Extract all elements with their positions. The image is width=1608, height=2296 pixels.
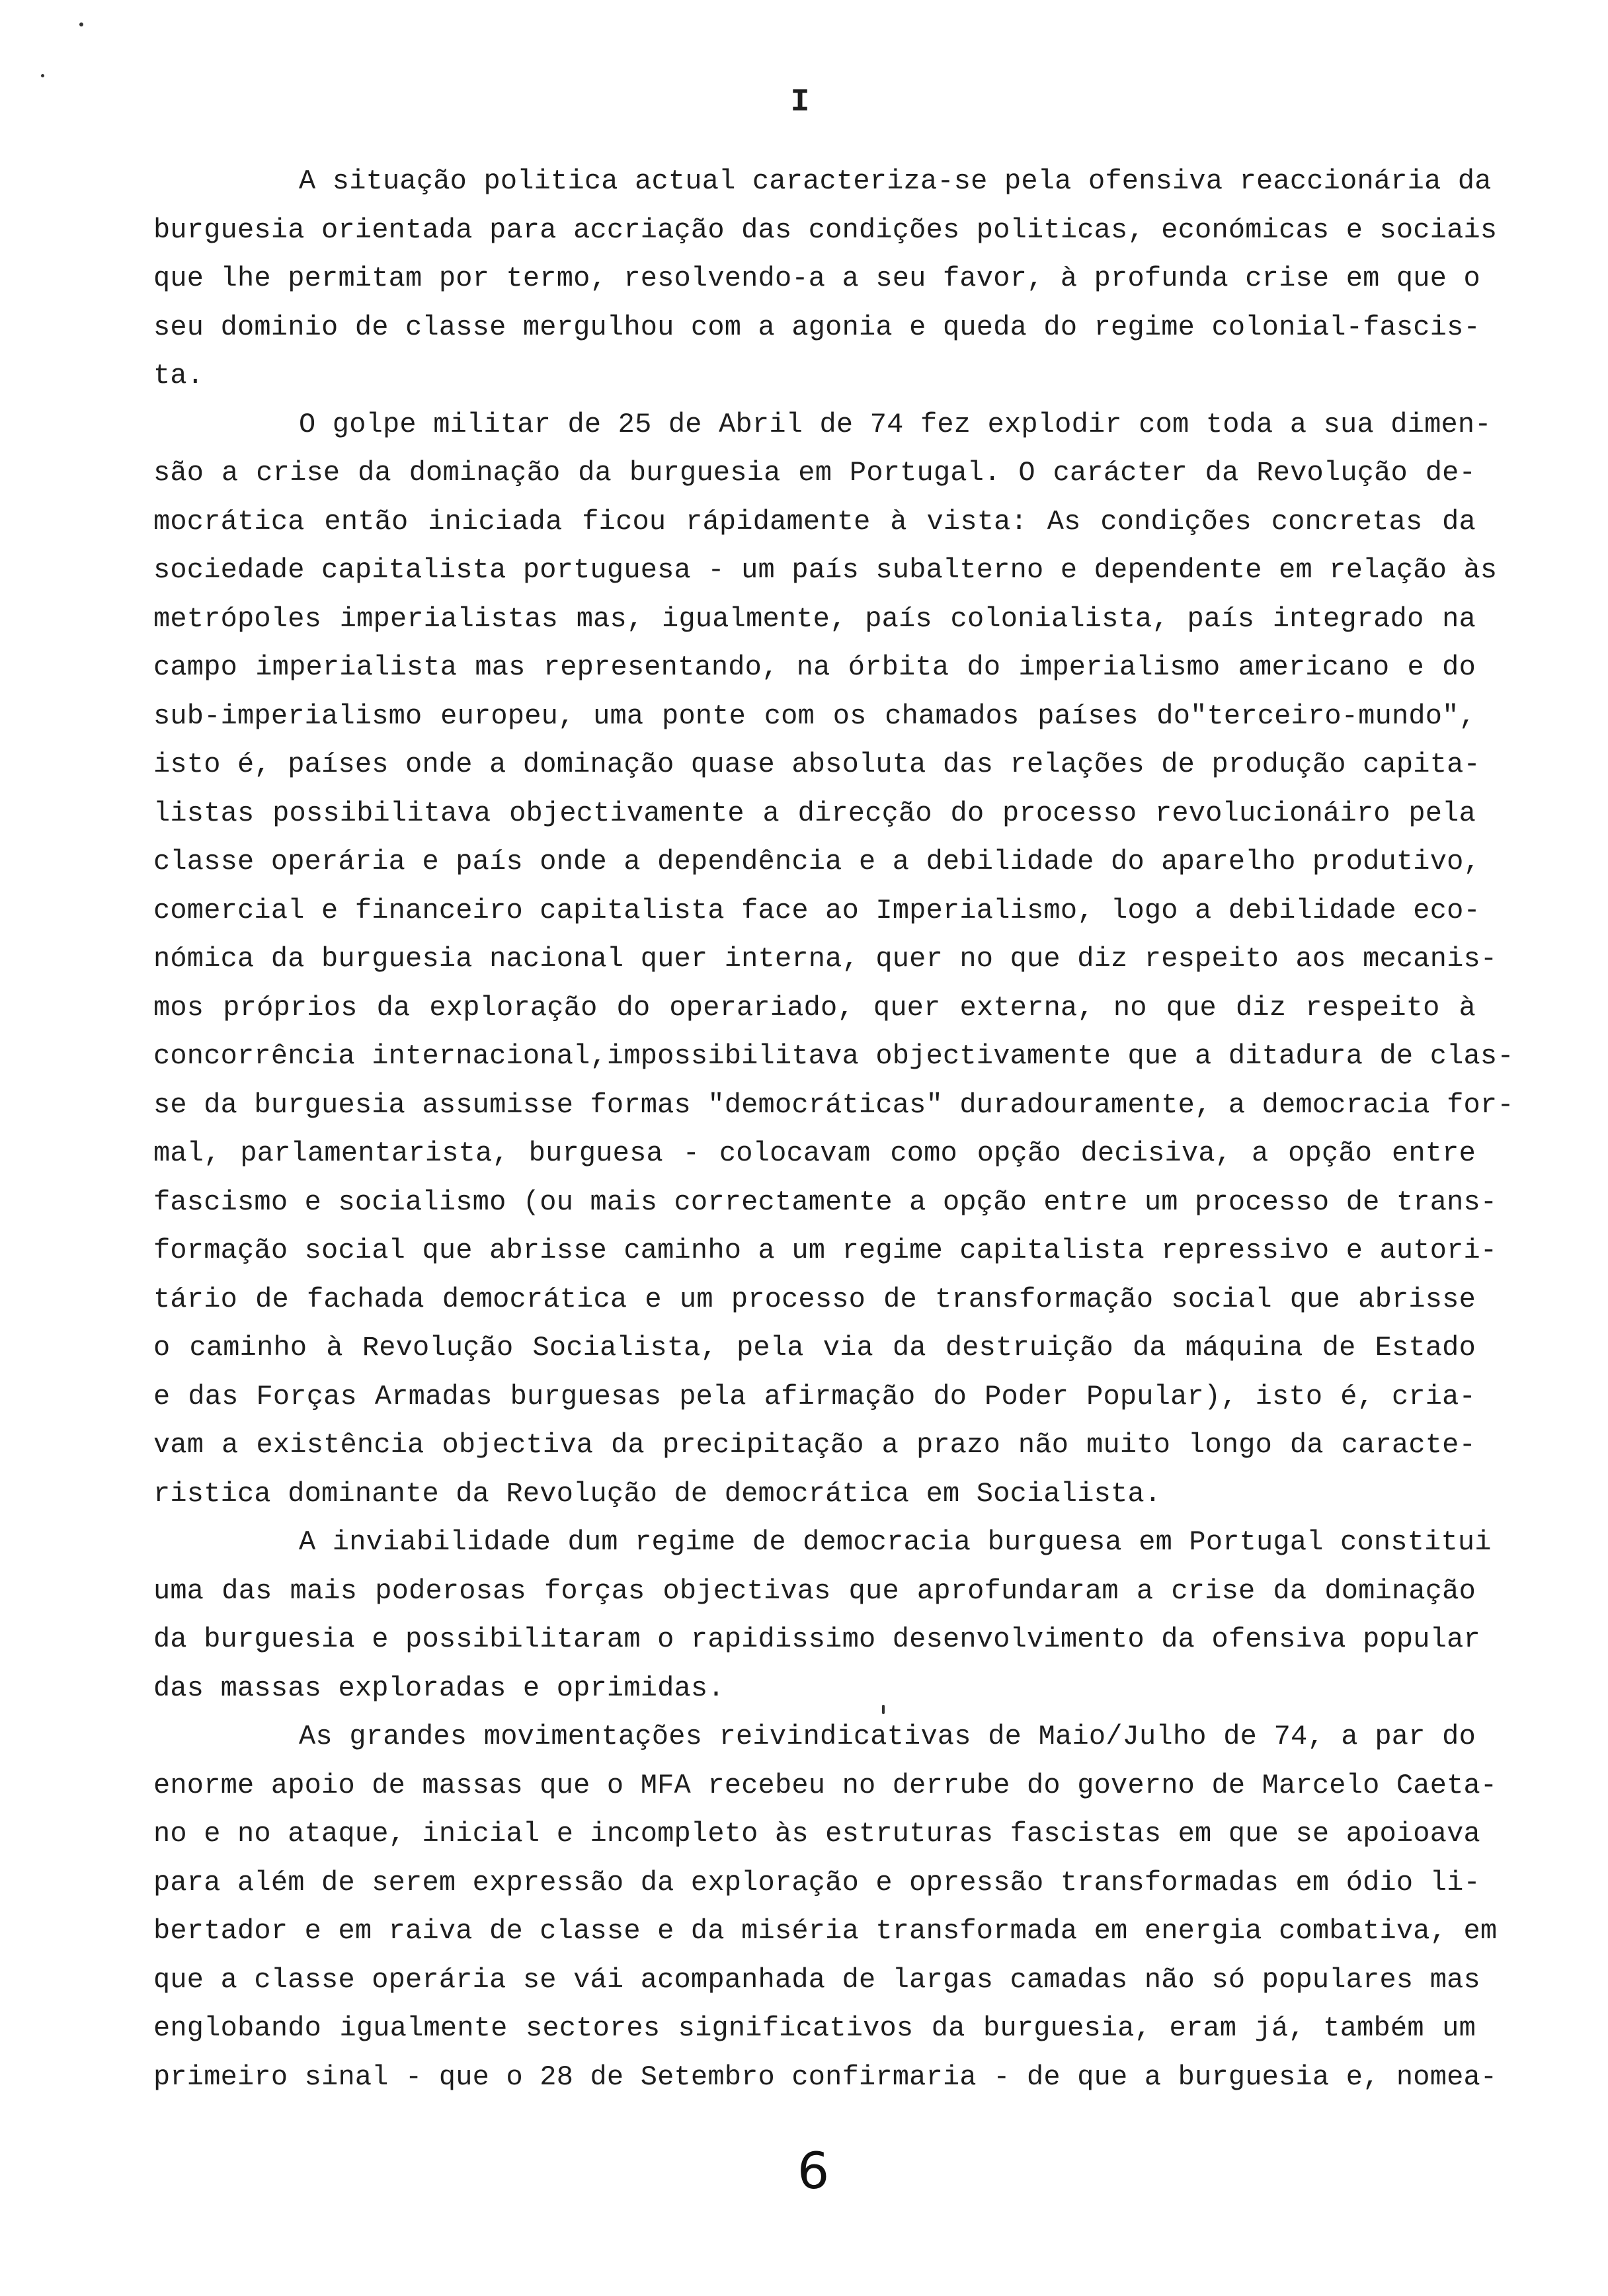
text-line: O golpe militar de 25 de Abril de 74 fez explodir com toda a sua dimen-: [299, 408, 1492, 440]
text-line: e das Forças Armadas burguesas pela afirmação do Poder Popular), isto é, cria-: [153, 1380, 1476, 1413]
text-line: nómica da burguesia nacional quer interna, quer no que diz respeito aos mecanis-: [153, 943, 1498, 975]
body-text: [153, 157, 1514, 2102]
text-line: vam a existência objectiva da precipitação a prazo não muito longo da caracte-: [153, 1429, 1476, 1461]
section-heading: I: [790, 85, 810, 120]
text-line: A situação politica actual caracteriza-se pela ofensiva reaccionária da: [299, 165, 1492, 197]
text-line: campo imperialista mas representando, na órbita do imperialismo americano e do: [153, 651, 1476, 683]
text-line: classe operária e país onde a dependência e a debilidade do aparelho produtivo,: [153, 846, 1480, 878]
text-line: uma das mais poderosas forças objectivas que aprofundaram a crise da dominação: [153, 1575, 1476, 1607]
text-line: o caminho à Revolução Socialista, pela via da destruição da máquina de Estado: [153, 1332, 1476, 1364]
text-line: ta.: [153, 360, 204, 391]
text-line: que lhe permitam por termo, resolvendo-a a seu favor, à profunda crise em que o: [153, 263, 1480, 294]
text-line: enorme apoio de massas que o MFA recebeu no derrube do governo de Marcelo Caeta-: [153, 1769, 1498, 1801]
text-line: sub-imperialismo europeu, uma ponte com os chamados países do"terceiro-mundo",: [153, 700, 1476, 732]
text-line: sociedade capitalista portuguesa - um país subalterno e dependente em relação às: [153, 554, 1498, 586]
page-number: 6: [797, 2141, 830, 2200]
text-line: das massas exploradas e oprimidas.: [153, 1672, 725, 1704]
scan-speck: [79, 22, 83, 26]
text-line: bertador e em raiva de classe e da miséria transformada em energia combativa, em: [153, 1915, 1498, 1947]
text-line: tário de fachada democrática e um processo de transformação social que abrisse: [153, 1283, 1476, 1315]
text-line: mocrática então iniciada ficou rápidamente à vista: As condições concretas da: [153, 505, 1476, 538]
text-line: englobando igualmente sectores significativos da burguesia, eram já, também um: [153, 2012, 1476, 2044]
text-line: para além de serem expressão da exploração e opressão transformadas em ódio li-: [153, 1866, 1480, 1899]
text-line: seu dominio de classe mergulhou com a agonia e queda do regime colonial-fascis-: [153, 311, 1480, 343]
text-line: isto é, países onde a dominação quase absoluta das relações de produção capita-: [153, 749, 1480, 780]
text-line: As grandes movimentações reivindicativas de Maio/Julho de 74, a par do: [299, 1721, 1476, 1752]
text-line: ristica dominante da Revolução de democrática em Socialista.: [153, 1477, 1162, 1510]
text-line: A inviabilidade dum regime de democracia burguesa em Portugal constitui: [299, 1526, 1492, 1558]
scan-speck: [41, 74, 44, 77]
text-line: no e no ataque, inicial e incompleto às estruturas fascistas em que se apoioava: [153, 1818, 1480, 1850]
text-line: mos próprios da exploração do operariado, quer externa, no que diz respeito à: [153, 991, 1476, 1024]
text-line: se da burguesia assumisse formas "democráticas" duradouramente, a democracia for-: [153, 1088, 1514, 1121]
text-line: da burguesia e possibilitaram o rapidissimo desenvolvimento da ofensiva popular: [153, 1623, 1480, 1655]
text-line: concorrência internacional,impossibilitava objectivamente que a ditadura de clas-: [153, 1040, 1514, 1072]
text-line: metrópoles imperialistas mas, igualmente, país colonialista, país integrado na: [153, 602, 1476, 635]
scan-speck: [882, 1705, 885, 1714]
text-line: comercial e financeiro capitalista face ao Imperialismo, logo a debilidade eco-: [153, 894, 1480, 926]
text-line: formação social que abrisse caminho a um regime capitalista repressivo e autori-: [153, 1235, 1498, 1266]
text-line: primeiro sinal - que o 28 de Setembro confirmaria - de que a burguesia e, nomea-: [153, 2061, 1498, 2093]
text-line: mal, parlamentarista, burguesa - colocavam como opção decisiva, a opção entre: [153, 1137, 1476, 1169]
text-line: burguesia orientada para accriação das condições politicas, económicas e sociais: [153, 214, 1498, 246]
text-line: fascismo e socialismo (ou mais correctamente a opção entre um processo de trans-: [153, 1186, 1498, 1218]
text-line: são a crise da dominação da burguesia em Portugal. O carácter da Revolução de-: [153, 457, 1476, 489]
text-line: listas possibilitava objectivamente a direcção do processo revolucionáiro pela: [153, 797, 1476, 829]
text-line: que a classe operária se vái acompanhada de largas camadas não só populares mas: [153, 1963, 1480, 1996]
